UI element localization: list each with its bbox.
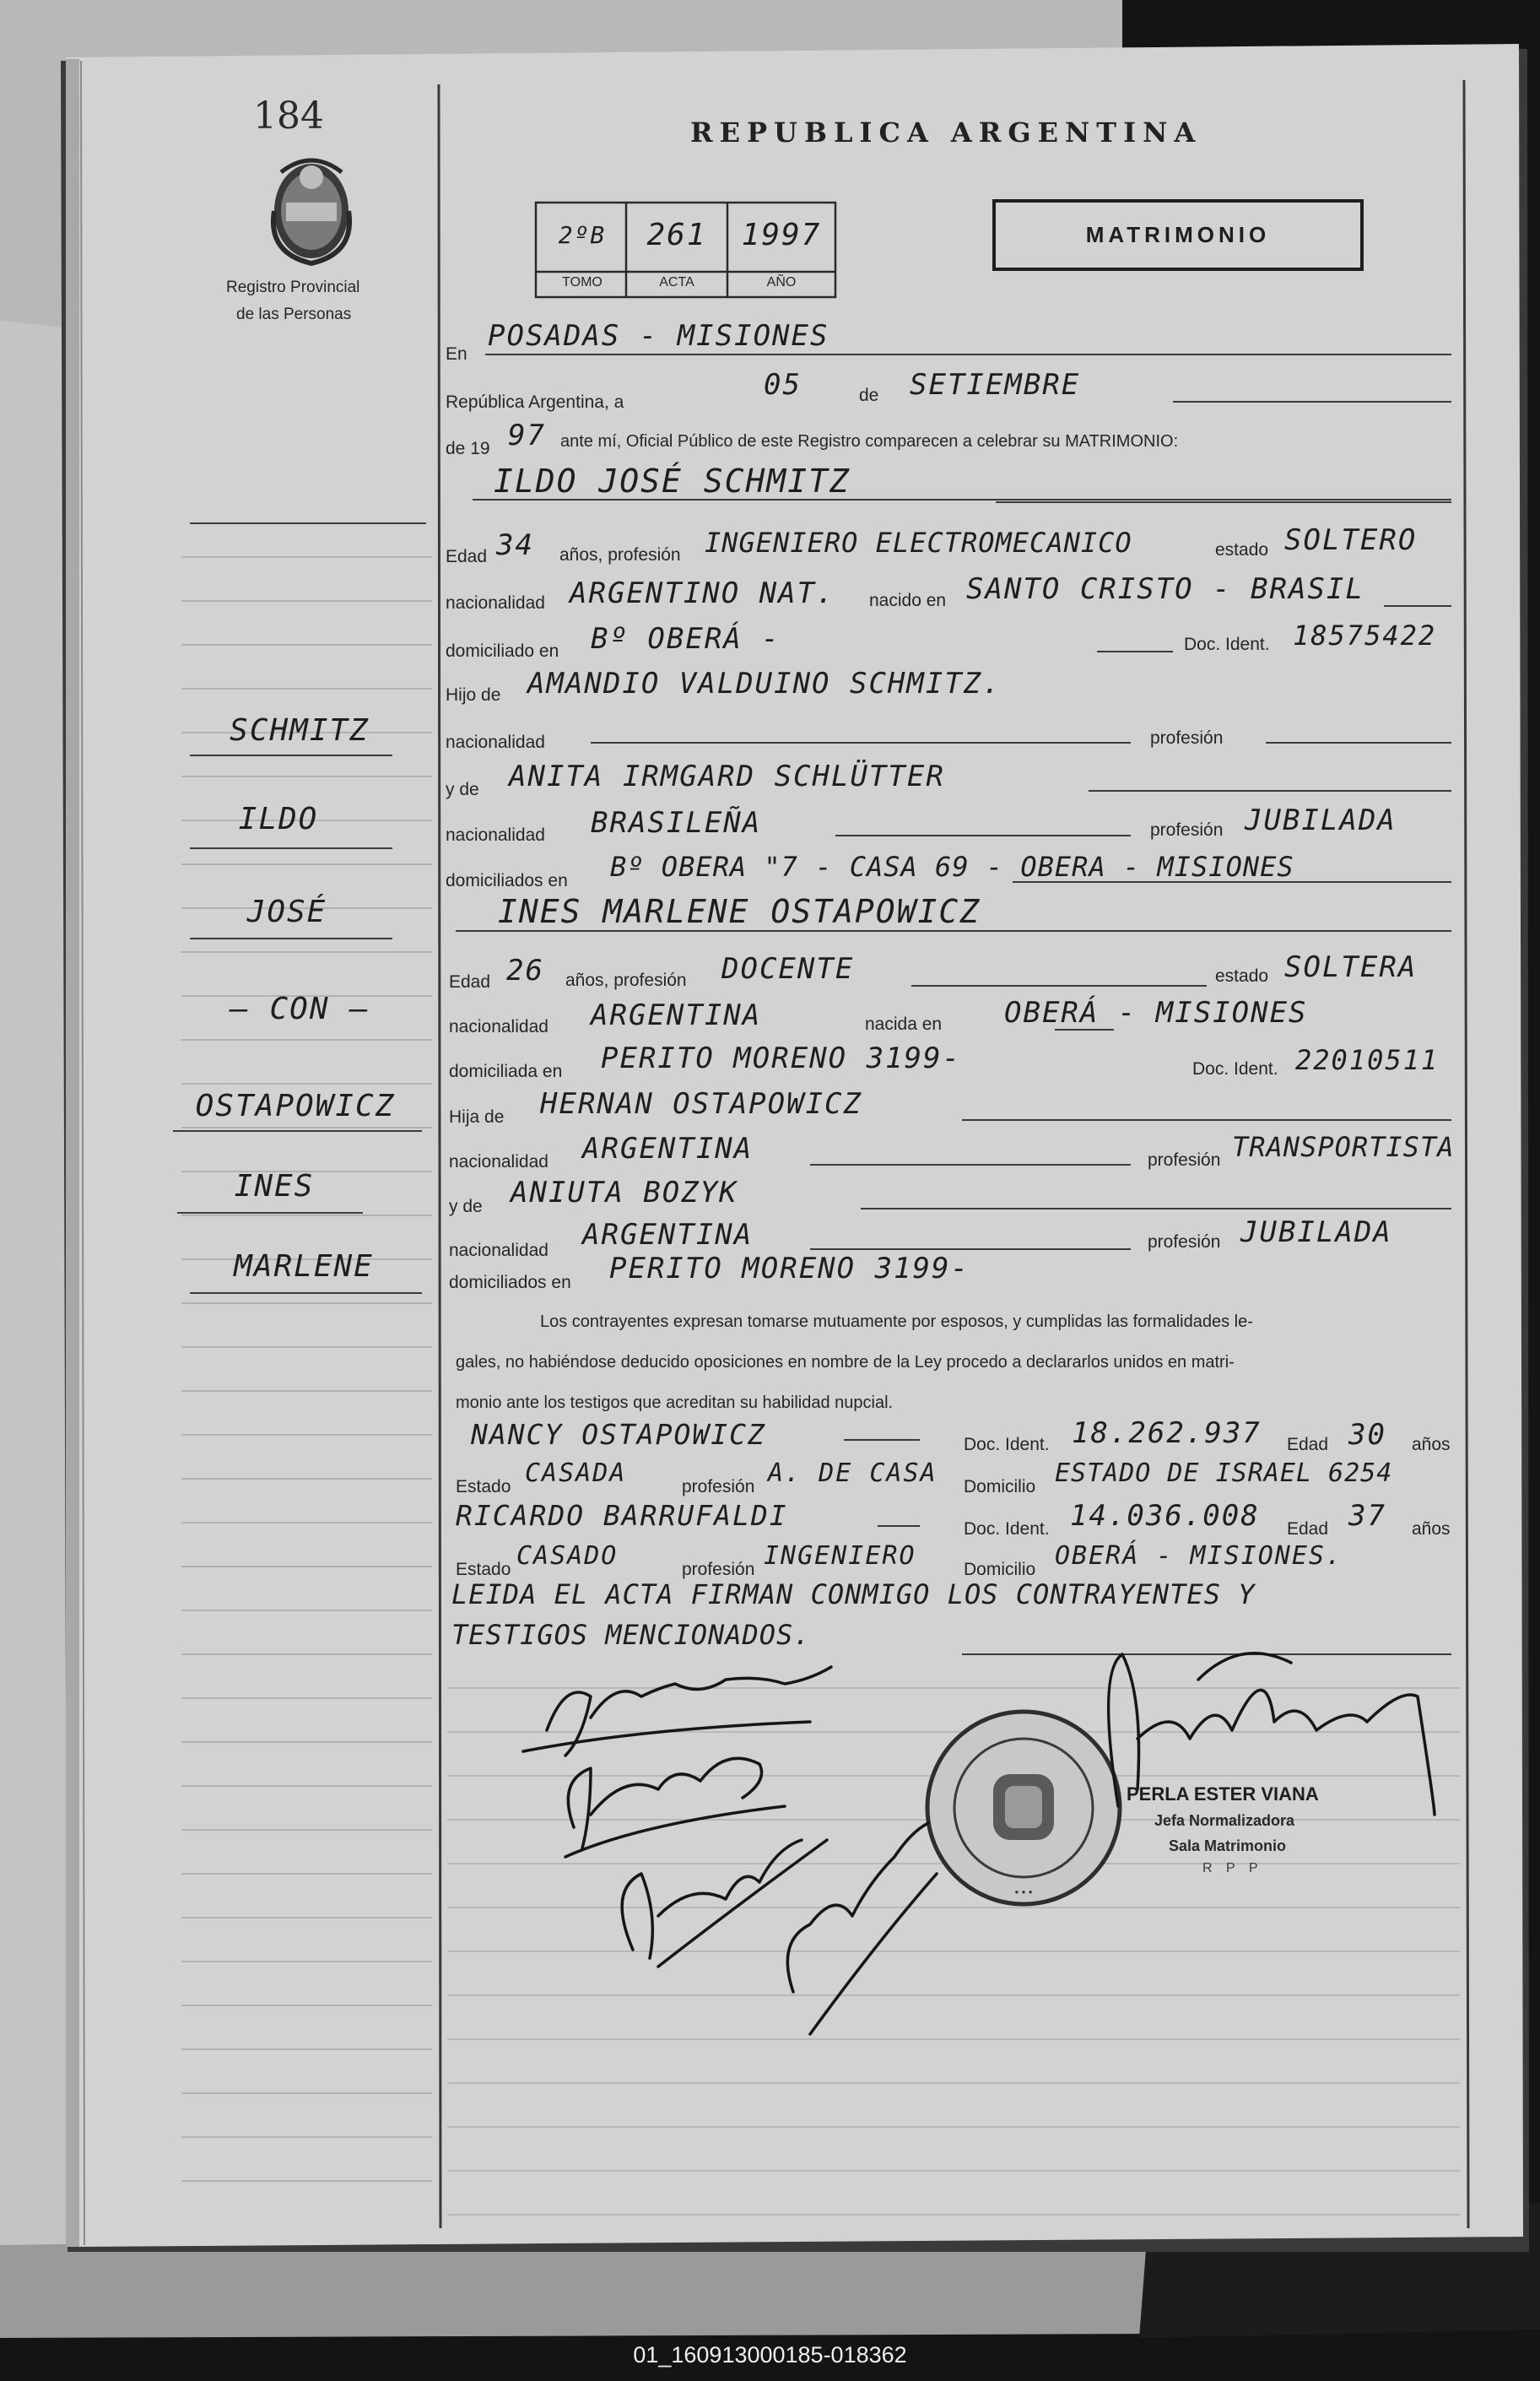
bride-nationality: ARGENTINA xyxy=(591,998,762,1032)
month-value: SETIEMBRE xyxy=(910,368,1081,402)
country-title: REPUBLICA ARGENTINA xyxy=(690,116,1202,149)
groom-age: 34 xyxy=(496,528,534,562)
groom-domiciliado-label: domiciliado en xyxy=(446,641,559,661)
de-label: de xyxy=(859,386,879,405)
margin-note-surname: SCHMITZ xyxy=(230,713,370,748)
witness1-estado-label: Estado xyxy=(456,1477,511,1496)
margin-note-bride-first-name: INES xyxy=(234,1169,315,1204)
witness1-name: NANCY OSTAPOWICZ xyxy=(471,1418,766,1451)
bride-parents-dom-label: domiciliados en xyxy=(449,1273,571,1292)
bride-mother-profession: JUBILADA xyxy=(1240,1215,1392,1249)
bride-name: INES MARLENE OSTAPOWICZ xyxy=(498,893,981,930)
groom-father-nat-label: nacionalidad xyxy=(446,733,545,752)
scan-caption: 01_160913000185-018362 xyxy=(633,2342,907,2367)
witness1-address: ESTADO DE ISRAEL 6254 xyxy=(1055,1458,1393,1488)
margin-note-bride-second-name: MARLENE xyxy=(234,1249,374,1284)
margin-note-bride-surname: OSTAPOWICZ xyxy=(195,1089,396,1123)
ano-label: AÑO xyxy=(766,275,797,290)
witness2-estado-label: Estado xyxy=(456,1560,511,1579)
bride-doc-label: Doc. Ident. xyxy=(1192,1059,1278,1079)
legal-text-line1: Los contrayentes expresan tomarse mutuamente por esposos, y cumplidas las formalidades le- xyxy=(540,1312,1253,1331)
groom-doc: 18575422 xyxy=(1293,620,1437,652)
bride-domiciliada-label: domiciliada en xyxy=(449,1062,563,1081)
witness2-profesion-label: profesión xyxy=(682,1560,755,1579)
groom-anos-prof-label: años, profesión xyxy=(559,545,681,565)
bride-father-prof-label: profesión xyxy=(1148,1150,1221,1170)
witness1-edad-label: Edad xyxy=(1287,1435,1329,1454)
official-stamp-graphic xyxy=(927,1712,1120,1904)
year-suffix: 97 xyxy=(508,419,546,452)
witness2-profession: INGENIERO xyxy=(764,1541,916,1571)
bride-address: PERITO MORENO 3199- xyxy=(601,1042,961,1075)
groom-profession: INGENIERO ELECTROMECANICO xyxy=(705,527,1132,559)
groom-doc-label: Doc. Ident. xyxy=(1184,635,1270,654)
witness2-edad-label: Edad xyxy=(1287,1519,1329,1539)
legal-text-line2: gales, no habiéndose deducido oposiciones en nombre de la Ley procedo a declararlos unidos en matri- xyxy=(456,1353,1235,1372)
bride-nacida-label: nacida en xyxy=(865,1015,943,1034)
witness1-profesion-label: profesión xyxy=(682,1477,755,1496)
acta-label: ACTA xyxy=(659,275,694,290)
bride-father-nat-label: nacionalidad xyxy=(449,1152,548,1172)
groom-yde-label: y de xyxy=(446,780,479,799)
witness1-profession: A. DE CASA xyxy=(768,1458,938,1488)
bride-father-label: Hija de xyxy=(449,1107,505,1127)
official-title-line1: Jefa Normalizadora xyxy=(1154,1812,1295,1829)
witness2-name: RICARDO BARRUFALDI xyxy=(456,1499,788,1532)
groom-nacionalidad-label: nacionalidad xyxy=(446,593,545,613)
witness2-anos-label: años xyxy=(1412,1519,1451,1539)
bride-birthplace: OBERÁ - MISIONES xyxy=(1004,996,1308,1030)
groom-estado: SOLTERO xyxy=(1284,523,1418,557)
bride-parents-address: PERITO MORENO 3199- xyxy=(609,1252,970,1285)
groom-mother-nat-label: nacionalidad xyxy=(446,825,545,845)
witness1-anos-label: años xyxy=(1412,1435,1451,1454)
bride-father-profession: TRANSPORTISTA xyxy=(1232,1131,1455,1163)
groom-father-prof-label: profesión xyxy=(1150,728,1224,748)
page-number: 184 xyxy=(253,95,324,138)
groom-parents-address: Bº OBERA "7 - CASA 69 - OBERA - MISIONES xyxy=(610,851,1294,883)
bride-anos-prof-label: años, profesión xyxy=(565,971,687,990)
registry-name-line2: de las Personas xyxy=(236,306,352,323)
groom-mother-nationality: BRASILEÑA xyxy=(591,806,762,840)
day-value: 05 xyxy=(764,368,802,402)
witness1-estado: CASADA xyxy=(525,1458,627,1488)
bride-nacionalidad-label: nacionalidad xyxy=(449,1017,548,1036)
witness1-doc-label: Doc. Ident. xyxy=(964,1435,1050,1454)
acta-value: 261 xyxy=(646,218,707,252)
bride-mother: ANIUTA BOZYK xyxy=(511,1176,738,1209)
closing-line1: LEIDA EL ACTA FIRMAN CONMIGO LOS CONTRAYENTES Y xyxy=(451,1578,1256,1610)
witness1-age: 30 xyxy=(1348,1418,1386,1452)
bride-edad-label: Edad xyxy=(449,972,491,992)
groom-father-label: Hijo de xyxy=(446,685,501,705)
official-name: PERLA ESTER VIANA xyxy=(1127,1783,1319,1805)
groom-birthplace: SANTO CRISTO - BRASIL xyxy=(966,572,1364,606)
official-initials: R P P xyxy=(1202,1861,1263,1875)
bride-estado-label: estado xyxy=(1215,966,1269,986)
groom-father: AMANDIO VALDUINO SCHMITZ. xyxy=(527,667,1002,701)
groom-nacido-label: nacido en xyxy=(869,591,947,610)
witness2-doc: 14.036.008 xyxy=(1070,1499,1260,1533)
groom-estado-label: estado xyxy=(1215,540,1269,560)
bride-profession: DOCENTE xyxy=(721,952,855,986)
bride-doc: 22010511 xyxy=(1295,1044,1440,1076)
groom-name: ILDO JOSÉ SCHMITZ xyxy=(494,463,851,500)
groom-mother: ANITA IRMGARD SCHLÜTTER xyxy=(509,760,945,793)
bride-father-nationality: ARGENTINA xyxy=(582,1132,754,1166)
margin-note-con: — CON — xyxy=(230,992,370,1026)
tomo-value: 2ºB xyxy=(558,221,607,249)
bride-age: 26 xyxy=(506,954,544,988)
witness1-doc: 18.262.937 xyxy=(1072,1416,1262,1450)
bride-father: HERNAN OSTAPOWICZ xyxy=(540,1087,862,1121)
bride-mother-prof-label: profesión xyxy=(1148,1232,1221,1252)
de19-label: de 19 xyxy=(446,439,490,458)
witness2-domicilio-label: Domicilio xyxy=(964,1560,1036,1579)
bride-mother-nat-label: nacionalidad xyxy=(449,1241,548,1260)
tomo-label: TOMO xyxy=(562,275,602,290)
witness2-estado: CASADO xyxy=(516,1541,619,1571)
margin-note-second-name: JOSÉ xyxy=(246,895,327,929)
bride-mother-nationality: ARGENTINA xyxy=(582,1218,754,1252)
groom-parents-dom-label: domiciliados en xyxy=(446,871,568,890)
witness2-address: OBERÁ - MISIONES. xyxy=(1055,1541,1343,1571)
groom-address: Bº OBERÁ - xyxy=(591,622,781,656)
republic-label: República Argentina, a xyxy=(446,392,624,412)
witness1-domicilio-label: Domicilio xyxy=(964,1477,1036,1496)
opening-statement: ante mí, Oficial Público de este Registro comparecen a celebrar su MATRIMONIO: xyxy=(560,432,1179,451)
official-title-line2: Sala Matrimonio xyxy=(1169,1837,1287,1854)
groom-nationality: ARGENTINO NAT. xyxy=(570,576,835,610)
bride-estado: SOLTERA xyxy=(1284,950,1418,984)
margin-note-first-name: ILDO xyxy=(238,802,319,836)
witness2-doc-label: Doc. Ident. xyxy=(964,1519,1050,1539)
act-type-title: MATRIMONIO xyxy=(1085,222,1271,247)
groom-mother-profession: JUBILADA xyxy=(1245,804,1397,837)
legal-text-line3: monio ante los testigos que acreditan su habilidad nupcial. xyxy=(456,1393,894,1412)
registry-name-line1: Registro Provincial xyxy=(226,279,360,296)
place-value: POSADAS - MISIONES xyxy=(488,319,829,353)
closing-line2: TESTIGOS MENCIONADOS. xyxy=(451,1619,811,1651)
ano-value: 1997 xyxy=(741,218,822,252)
groom-edad-label: Edad xyxy=(446,547,488,566)
svg-text:• • •: • • • xyxy=(1014,1886,1033,1898)
witness2-age: 37 xyxy=(1348,1499,1386,1533)
en-label: En xyxy=(446,344,467,364)
bride-yde-label: y de xyxy=(449,1197,483,1216)
groom-mother-prof-label: profesión xyxy=(1150,820,1224,840)
